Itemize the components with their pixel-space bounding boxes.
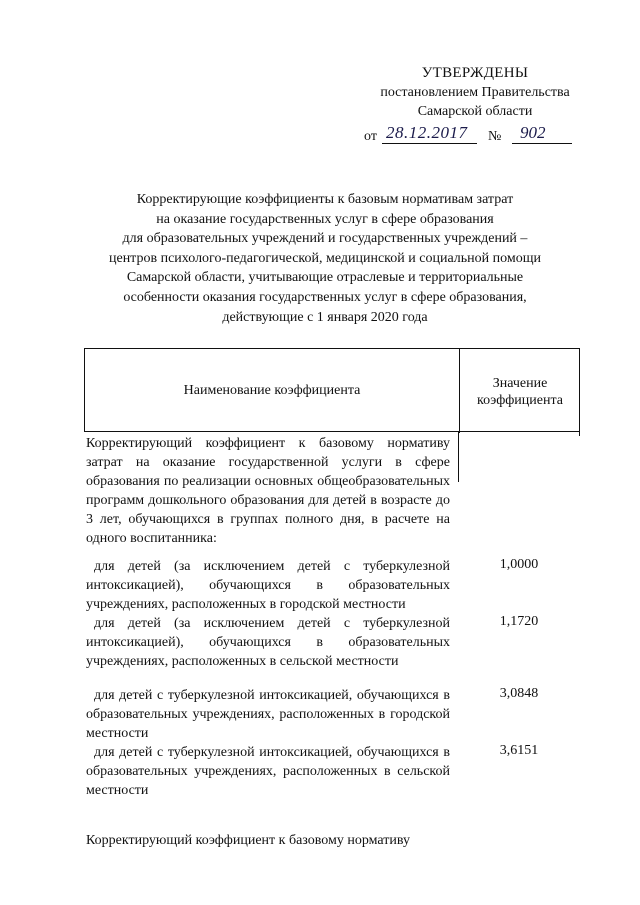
title-line: Самарской области, учитывающие отраслевые и территориальные <box>126 270 524 286</box>
handwritten-date: 28.12.2017 <box>386 123 468 142</box>
title-line: на оказание государственных услуг в сфере образования <box>156 211 494 227</box>
intro-paragraph: Корректирующий коэффициент к базовому нормативу затрат на оказание государственной услуги в сфере образования по реализации основных общеобразовательных программ дошкольного образования для детей в возрасте до 3 лет, обучающихся в группах полного дня, в расчете на одного воспитанника: <box>86 436 450 546</box>
table-row-value: 3,6151 <box>499 743 539 758</box>
number-prefix: № <box>488 129 502 144</box>
table-row-text: для детей с туберкулезной интоксикацией, обучающихся в образовательных учреждениях, расположенных в городской местности <box>86 688 450 741</box>
table-row-text: для детей (за исключением детей с туберкулезной интоксикацией), обучающихся в образовательных учреждениях, расположенных в сельской местности <box>86 616 450 669</box>
date-underline <box>382 143 477 144</box>
title-line: действующие с 1 января 2020 года <box>222 309 428 325</box>
header-value-line: коэффициента <box>477 393 563 408</box>
approval-block <box>360 64 590 147</box>
table-row-text: для детей с туберкулезной интоксикацией, обучающихся в образовательных учреждениях, расположенных в сельской местности <box>86 745 450 798</box>
header-coefficient-name: Наименование коэффициента <box>183 383 361 398</box>
table-row-value: 1,0000 <box>499 557 539 572</box>
title-line: для образовательных учреждений и государственных учреждений – <box>122 231 528 247</box>
date-prefix: от <box>364 129 377 144</box>
header-coefficient-value <box>459 375 581 409</box>
handwritten-number: 902 <box>520 123 546 142</box>
title-line: центров психолого-педагогической, медицинской и социальной помощи <box>108 250 542 266</box>
approval-heading: УТВЕРЖДЕНЫ <box>421 65 529 81</box>
approval-line-2: Самарской области <box>417 104 533 119</box>
number-underline <box>512 143 572 144</box>
table-header <box>84 348 580 432</box>
table-right-border <box>579 432 580 436</box>
coefficients-table <box>84 348 580 905</box>
table-row-value: 3,0848 <box>499 686 539 701</box>
approval-date-row <box>360 123 590 147</box>
table-row-value: 1,1720 <box>499 614 539 629</box>
approval-line-1: постановлением Правительства <box>380 85 570 100</box>
title-line: особенности оказания государственных услуг в сфере образования, <box>123 289 527 305</box>
table-row-text: для детей (за исключением детей с туберкулезной интоксикацией), обучающихся в образовательных учреждениях, расположенных в городской местности <box>86 559 450 612</box>
title-line: Корректирующие коэффициенты к базовым нормативам затрат <box>136 192 514 207</box>
trailing-paragraph: Корректирующий коэффициент к базовому нормативу <box>86 833 411 848</box>
document-title <box>80 190 570 327</box>
column-divider-body <box>458 432 459 482</box>
header-value-line: Значение <box>492 376 548 391</box>
